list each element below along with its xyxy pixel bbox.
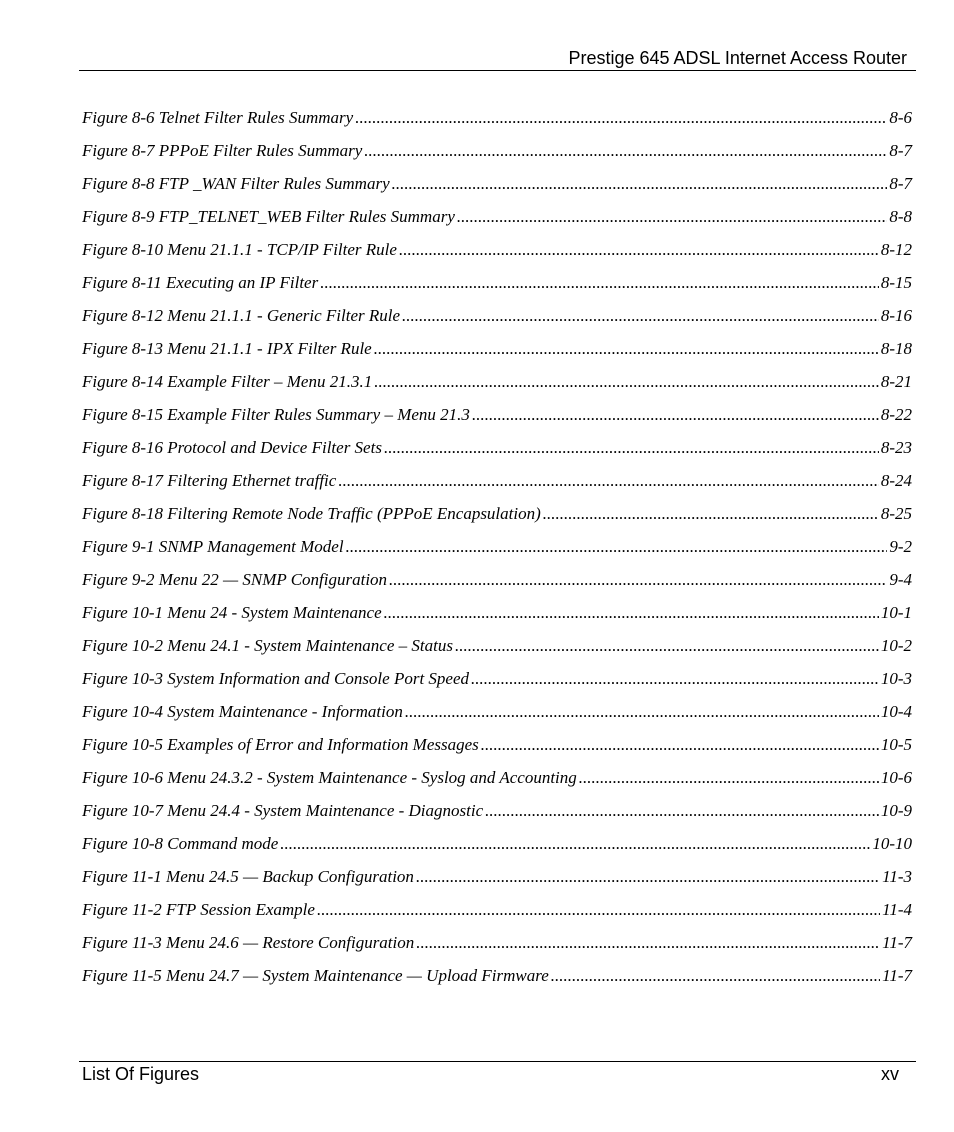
- toc-entry[interactable]: [82, 405, 912, 438]
- toc-dot-leader: [384, 438, 879, 458]
- toc-entry-page: 8-7: [889, 174, 912, 193]
- toc-entry-title: Figure 8-6 Telnet Filter Rules Summary: [82, 108, 354, 127]
- toc-entry-page: 8-21: [880, 372, 912, 391]
- toc-dot-leader: [481, 735, 879, 755]
- toc-entry-title: Figure 10-3 System Information and Console Port Speed: [82, 669, 470, 688]
- toc-entry[interactable]: [82, 867, 912, 900]
- toc-dot-leader: [389, 570, 887, 590]
- toc-entry[interactable]: [82, 537, 912, 570]
- toc-entry-page: 8-24: [880, 471, 912, 490]
- toc-entry-title: Figure 10-1 Menu 24 - System Maintenance: [82, 603, 382, 622]
- toc-dot-leader: [320, 273, 879, 293]
- footer-page-number: xv: [881, 1064, 899, 1084]
- toc-entry-page: 8-16: [880, 306, 912, 325]
- toc-entry-title: Figure 8-12 Menu 21.1.1 - Generic Filter Rule: [82, 306, 401, 325]
- toc-entry[interactable]: [82, 801, 912, 834]
- toc-dot-leader: [543, 504, 879, 524]
- toc-entry[interactable]: [82, 273, 912, 306]
- toc-dot-leader: [457, 207, 887, 227]
- toc-entry-title: Figure 8-16 Protocol and Device Filter Sets: [82, 438, 382, 457]
- toc-entry[interactable]: [82, 471, 912, 504]
- toc-entry-page: 11-7: [882, 966, 912, 985]
- toc-entry-title: Figure 11-2 FTP Session Example: [82, 900, 315, 919]
- toc-entry[interactable]: [82, 603, 912, 636]
- toc-entry[interactable]: [82, 207, 912, 240]
- toc-entry-page: 11-3: [882, 867, 912, 886]
- toc-entry[interactable]: [82, 141, 912, 174]
- toc-entry[interactable]: [82, 669, 912, 702]
- toc-entry[interactable]: [82, 372, 912, 405]
- toc-dot-leader: [551, 966, 880, 986]
- toc-entry[interactable]: [82, 504, 912, 537]
- toc-dot-leader: [455, 636, 879, 656]
- toc-entry-title: Figure 8-13 Menu 21.1.1 - IPX Filter Rule: [82, 339, 372, 358]
- toc-dot-leader: [280, 834, 870, 854]
- toc-entry-page: 10-10: [872, 834, 912, 853]
- toc-entry[interactable]: [82, 438, 912, 471]
- toc-entry[interactable]: [82, 174, 912, 207]
- toc-dot-leader: [346, 537, 888, 557]
- toc-dot-leader: [392, 174, 888, 194]
- toc-entry-page: 8-12: [880, 240, 912, 259]
- toc-entry[interactable]: [82, 339, 912, 372]
- header-divider: [79, 70, 916, 71]
- toc-dot-leader: [416, 867, 880, 887]
- toc-entry-title: Figure 11-5 Menu 24.7 — System Maintenance — Upload Firmware: [82, 966, 549, 985]
- toc-entry[interactable]: [82, 735, 912, 768]
- toc-entry-page: 8-23: [880, 438, 912, 457]
- toc-entry-title: Figure 8-14 Example Filter – Menu 21.3.1: [82, 372, 373, 391]
- toc-entry-title: Figure 9-1 SNMP Management Model: [82, 537, 344, 556]
- toc-entry[interactable]: [82, 636, 912, 669]
- toc-entry-title: Figure 8-8 FTP _WAN Filter Rules Summary: [82, 174, 390, 193]
- running-header-title: Prestige 645 ADSL Internet Access Router: [568, 48, 907, 68]
- toc-entry-page: 10-5: [880, 735, 912, 754]
- toc-entry[interactable]: [82, 933, 912, 966]
- toc-entry[interactable]: [82, 900, 912, 933]
- toc-entry-page: 8-22: [880, 405, 912, 424]
- toc-dot-leader: [317, 900, 880, 920]
- toc-entry-title: Figure 8-10 Menu 21.1.1 - TCP/IP Filter Rule: [82, 240, 397, 259]
- toc-entry-page: 11-4: [882, 900, 912, 919]
- toc-dot-leader: [384, 603, 879, 623]
- toc-entry[interactable]: [82, 240, 912, 273]
- toc-entry-page: 8-6: [889, 108, 912, 127]
- toc-entry[interactable]: [82, 570, 912, 603]
- toc-dot-leader: [471, 669, 879, 689]
- toc-dot-leader: [402, 306, 879, 326]
- toc-dot-leader: [355, 108, 887, 128]
- toc-entry-page: 10-9: [880, 801, 912, 820]
- toc-dot-leader: [374, 372, 879, 392]
- toc-entry[interactable]: [82, 834, 912, 867]
- toc-dot-leader: [399, 240, 879, 260]
- footer-divider: [79, 1061, 916, 1062]
- toc-entry[interactable]: [82, 306, 912, 339]
- toc-entry-page: 8-8: [889, 207, 912, 226]
- toc-entry-page: 10-3: [880, 669, 912, 688]
- toc-entry[interactable]: [82, 702, 912, 735]
- toc-entry-page: 9-4: [889, 570, 912, 589]
- toc-entry-page: 10-2: [880, 636, 912, 655]
- toc-entry-title: Figure 10-2 Menu 24.1 - System Maintenance – Status: [82, 636, 453, 655]
- toc-dot-leader: [405, 702, 879, 722]
- toc-entry-title: Figure 8-11 Executing an IP Filter: [82, 273, 319, 292]
- toc-entry[interactable]: [82, 966, 912, 999]
- toc-entry-title: Figure 8-17 Filtering Ethernet traffic: [82, 471, 337, 490]
- toc-dot-leader: [364, 141, 887, 161]
- toc-entry-page: 10-1: [880, 603, 912, 622]
- toc-entry-title: Figure 10-8 Command mode: [82, 834, 279, 853]
- toc-dot-leader: [416, 933, 880, 953]
- toc-entry[interactable]: [82, 108, 912, 141]
- toc-dot-leader: [338, 471, 879, 491]
- toc-entry-page: 8-7: [889, 141, 912, 160]
- toc-entry-title: Figure 10-7 Menu 24.4 - System Maintenance - Diagnostic: [82, 801, 484, 820]
- toc-entry-title: Figure 10-6 Menu 24.3.2 - System Maintenance - Syslog and Accounting: [82, 768, 577, 787]
- footer-section-title: List Of Figures: [82, 1064, 200, 1084]
- list-of-figures: [82, 108, 912, 999]
- toc-entry-page: 10-4: [880, 702, 912, 721]
- toc-entry-title: Figure 8-9 FTP_TELNET_WEB Filter Rules Summary: [82, 207, 455, 226]
- toc-entry-page: 11-7: [882, 933, 912, 952]
- toc-entry-page: 8-18: [880, 339, 912, 358]
- toc-entry-title: Figure 8-7 PPPoE Filter Rules Summary: [82, 141, 363, 160]
- toc-dot-leader: [485, 801, 879, 821]
- toc-entry-title: Figure 11-3 Menu 24.6 — Restore Configuration: [82, 933, 415, 952]
- toc-dot-leader: [472, 405, 879, 425]
- toc-entry[interactable]: [82, 768, 912, 801]
- toc-dot-leader: [579, 768, 879, 788]
- toc-entry-page: 9-2: [889, 537, 912, 556]
- toc-entry-title: Figure 11-1 Menu 24.5 — Backup Configuration: [82, 867, 414, 886]
- toc-entry-page: 10-6: [880, 768, 912, 787]
- toc-entry-title: Figure 10-4 System Maintenance - Information: [82, 702, 403, 721]
- toc-entry-page: 8-25: [880, 504, 912, 523]
- toc-entry-title: Figure 8-18 Filtering Remote Node Traffic (PPPoE Encapsulation): [82, 504, 541, 523]
- toc-entry-title: Figure 9-2 Menu 22 — SNMP Configuration: [82, 570, 388, 589]
- toc-entry-title: Figure 8-15 Example Filter Rules Summary – Menu 21.3: [82, 405, 470, 424]
- toc-entry-title: Figure 10-5 Examples of Error and Information Messages: [82, 735, 479, 754]
- toc-entry-page: 8-15: [880, 273, 912, 292]
- toc-dot-leader: [374, 339, 879, 359]
